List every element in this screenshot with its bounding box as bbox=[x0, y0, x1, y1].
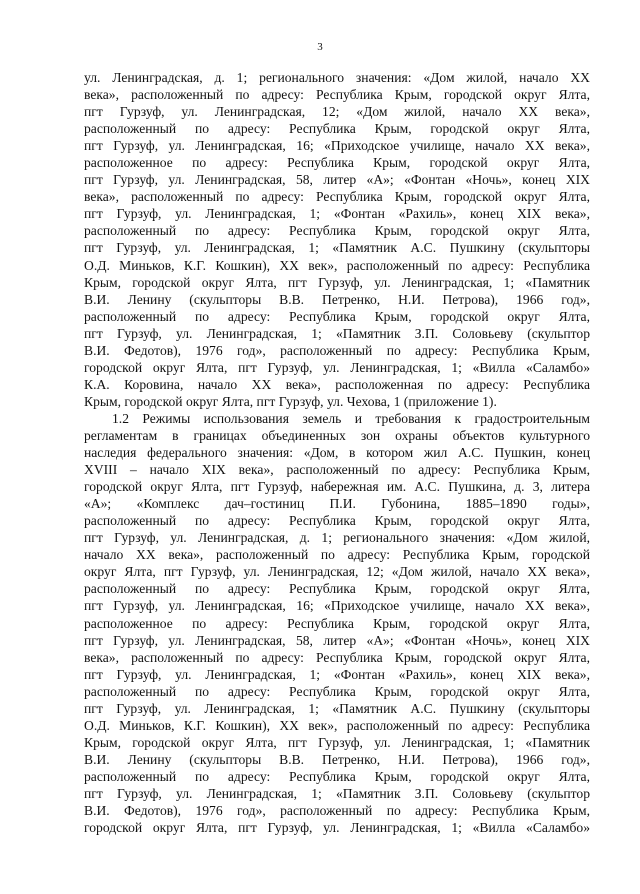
text-line: пгт Гурзуф, ул. Ленинградская, 1; «Фонтан «Рахиль», конец XIX века», bbox=[84, 206, 590, 222]
text-line: расположенный по адресу: Республика Крым, городской округ Ялта, bbox=[84, 308, 590, 324]
text-line: пгт Гурзуф, ул. Ленинградская, 58, литер «А»; «Фонтан «Ночь», конец XIX bbox=[84, 632, 590, 648]
text-line: городской округ Ялта, пгт Гурзуф, набережная им. А.С. Пушкина, д. 3, литера bbox=[84, 479, 590, 495]
text-line: пгт Гурзуф, ул. Ленинградская, 1; «Фонтан «Рахиль», конец XIX века», bbox=[84, 666, 590, 682]
text-line: века», расположенный по адресу: Республика Крым, городской округ Ялта, bbox=[84, 189, 590, 205]
text-line: ул. Ленинградская, д. 1; регионального значения: «Дом жилой, начало XX bbox=[84, 70, 590, 85]
text-line: пгт Гурзуф, ул. Ленинградская, 1; «Памятник З.П. Соловьеву (скульптор bbox=[84, 785, 590, 801]
text-line: пгт Гурзуф, ул. Ленинградская, 12; «Дом жилой, начало XX века», bbox=[84, 104, 590, 120]
text-line: расположенный по адресу: Республика Крым, городской округ Ялта, bbox=[84, 768, 590, 784]
text-line: В.И. Ленину (скульпторы В.В. Петренко, Н.И. Петрова), 1966 год», bbox=[84, 751, 590, 767]
text-line: расположенный по адресу: Республика Крым, городской округ Ялта, bbox=[84, 223, 590, 239]
text-line: О.Д. Миньков, К.Г. Кошкин), XX век», расположенный по адресу: Республика bbox=[84, 257, 590, 273]
paragraph-object-list bbox=[84, 69, 590, 410]
text-line: пгт Гурзуф, ул. Ленинградская, 16; «Приходское училище, начало XX века», bbox=[84, 598, 590, 614]
text-line: округ Ялта, пгт Гурзуф, ул. Ленинградская, 12; «Дом жилой, начало XX века», bbox=[84, 564, 590, 580]
text-line: пгт Гурзуф, ул. Ленинградская, 58, литер «А»; «Фонтан «Ночь», конец XIX bbox=[84, 172, 590, 188]
text-line: «А»; «Комплекс дач–гостиниц П.И. Губонина, 1885–1890 годы», bbox=[84, 496, 590, 512]
text-line: городской округ Ялта, пгт Гурзуф, ул. Ленинградская, 1; «Вилла «Саламбо» bbox=[84, 359, 590, 375]
text-line: В.И. Федотов), 1976 год», расположенный по адресу: Республика Крым, bbox=[84, 803, 590, 819]
text-line: расположенный по адресу: Республика Крым, городской округ Ялта, bbox=[84, 121, 590, 137]
text-line: расположенное по адресу: Республика Крым, городской округ Ялта, bbox=[84, 155, 590, 171]
text-line: пгт Гурзуф, ул. Ленинградская, 16; «Приходское училище, начало XX века», bbox=[84, 138, 590, 154]
text-line: пгт Гурзуф, ул. Ленинградская, 1; «Памятник А.С. Пушкину (скульпторы bbox=[84, 240, 590, 256]
text-line: Крым, городской округ Ялта, пгт Гурзуф, ул. Ленинградская, 1; «Памятник bbox=[84, 274, 590, 290]
text-line: Крым, городской округ Ялта, пгт Гурзуф, ул. Ленинградская, 1; «Памятник bbox=[84, 734, 590, 750]
text-line: регламентам в границах объединенных зон охраны объектов культурного bbox=[84, 427, 590, 443]
text-line: Крым, городской округ Ялта, пгт Гурзуф, ул. Чехова, 1 (приложение 1). bbox=[84, 393, 497, 409]
text-line: XVIII – начало XIX века», расположенный по адресу: Республика Крым, bbox=[84, 462, 590, 478]
text-line: О.Д. Миньков, К.Г. Кошкин), XX век», расположенный по адресу: Республика bbox=[84, 717, 590, 733]
text-line: пгт Гурзуф, ул. Ленинградская, 1; «Памятник А.С. Пушкину (скульпторы bbox=[84, 700, 590, 716]
text-line: 1.2 Режимы использования земель и требования к градостроительным bbox=[112, 410, 590, 426]
text-line: В.И. Ленину (скульпторы В.В. Петренко, Н.И. Петрова), 1966 год», bbox=[84, 291, 590, 307]
text-line: расположенный по адресу: Республика Крым, городской округ Ялта, bbox=[84, 513, 590, 529]
text-line: века», расположенный по адресу: Республика Крым, городской округ Ялта, bbox=[84, 87, 590, 103]
paragraph-section-1-2 bbox=[84, 410, 590, 836]
text-line: расположенный по адресу: Республика Крым, городской округ Ялта, bbox=[84, 581, 590, 597]
text-line: века», расположенный по адресу: Республика Крым, городской округ Ялта, bbox=[84, 649, 590, 665]
text-line: городской округ Ялта, пгт Гурзуф, ул. Ленинградская, 1; «Вилла «Саламбо» bbox=[84, 820, 590, 836]
text-line: расположенный по адресу: Республика Крым, городской округ Ялта, bbox=[84, 683, 590, 699]
text-line: пгт Гурзуф, ул. Ленинградская, д. 1; регионального значения: «Дом жилой, bbox=[84, 530, 590, 546]
text-line: начало XX века», расположенный по адресу: Республика Крым, городской bbox=[84, 547, 590, 563]
text-line: наследия федерального значения: «Дом, в котором жил А.С. Пушкин, конец bbox=[84, 445, 590, 461]
text-line: пгт Гурзуф, ул. Ленинградская, 1; «Памятник З.П. Соловьеву (скульптор bbox=[84, 325, 590, 341]
document-body bbox=[84, 69, 590, 836]
page-number: 3 bbox=[317, 41, 323, 53]
text-line: расположенное по адресу: Республика Крым, городской округ Ялта, bbox=[84, 615, 590, 631]
text-line: К.А. Коровина, начало XX века», расположенная по адресу: Республика bbox=[84, 376, 590, 392]
text-line: В.И. Федотов), 1976 год», расположенный по адресу: Республика Крым, bbox=[84, 342, 590, 358]
